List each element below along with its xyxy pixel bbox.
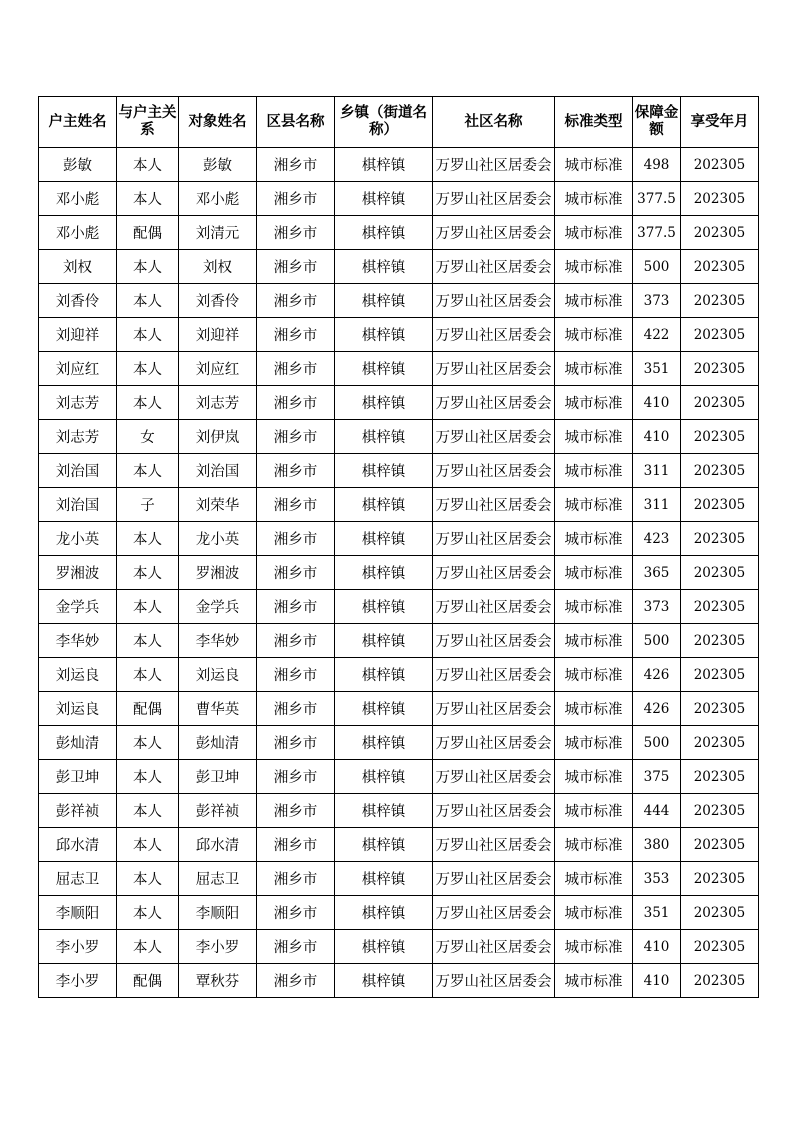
county-cell: 湘乡市 — [257, 522, 335, 556]
period-cell: 202305 — [681, 556, 759, 590]
township-cell: 棋梓镇 — [335, 216, 433, 250]
standard-type-cell: 城市标准 — [555, 658, 633, 692]
community-cell: 万罗山社区居委会 — [433, 284, 555, 318]
community-cell: 万罗山社区居委会 — [433, 692, 555, 726]
amount-cell: 423 — [633, 522, 681, 556]
recipient-name-cell: 刘香伶 — [179, 284, 257, 318]
community-cell: 万罗山社区居委会 — [433, 148, 555, 182]
householder-name-cell: 刘志芳 — [39, 386, 117, 420]
standard-type-cell: 城市标准 — [555, 148, 633, 182]
householder-name-cell: 邓小彪 — [39, 182, 117, 216]
header-recipient-name: 对象姓名 — [179, 97, 257, 148]
householder-name-cell: 罗湘波 — [39, 556, 117, 590]
header-relation: 与户主关系 — [117, 97, 179, 148]
amount-cell: 500 — [633, 624, 681, 658]
community-cell: 万罗山社区居委会 — [433, 828, 555, 862]
table-row — [39, 590, 759, 624]
relation-cell: 本人 — [117, 522, 179, 556]
standard-type-cell: 城市标准 — [555, 862, 633, 896]
township-cell: 棋梓镇 — [335, 930, 433, 964]
standard-type-cell: 城市标准 — [555, 896, 633, 930]
relation-cell: 本人 — [117, 896, 179, 930]
amount-cell: 373 — [633, 284, 681, 318]
recipient-name-cell: 刘治国 — [179, 454, 257, 488]
table-row — [39, 658, 759, 692]
relation-cell: 本人 — [117, 794, 179, 828]
township-cell: 棋梓镇 — [335, 182, 433, 216]
county-cell: 湘乡市 — [257, 556, 335, 590]
period-cell: 202305 — [681, 522, 759, 556]
amount-cell: 410 — [633, 930, 681, 964]
community-cell: 万罗山社区居委会 — [433, 794, 555, 828]
recipient-name-cell: 刘运良 — [179, 658, 257, 692]
header-standard-type: 标准类型 — [555, 97, 633, 148]
amount-cell: 410 — [633, 386, 681, 420]
period-cell: 202305 — [681, 692, 759, 726]
township-cell: 棋梓镇 — [335, 284, 433, 318]
header-amount: 保障金额 — [633, 97, 681, 148]
standard-type-cell: 城市标准 — [555, 794, 633, 828]
table-row — [39, 318, 759, 352]
amount-cell: 351 — [633, 352, 681, 386]
table-row — [39, 794, 759, 828]
table-header — [39, 97, 759, 148]
community-cell: 万罗山社区居委会 — [433, 624, 555, 658]
township-cell: 棋梓镇 — [335, 488, 433, 522]
county-cell: 湘乡市 — [257, 760, 335, 794]
householder-name-cell: 李小罗 — [39, 930, 117, 964]
householder-name-cell: 刘治国 — [39, 488, 117, 522]
period-cell: 202305 — [681, 624, 759, 658]
period-cell: 202305 — [681, 760, 759, 794]
amount-cell: 500 — [633, 726, 681, 760]
relation-cell: 本人 — [117, 318, 179, 352]
header-county: 区县名称 — [257, 97, 335, 148]
recipient-name-cell: 彭卫坤 — [179, 760, 257, 794]
table-row — [39, 454, 759, 488]
period-cell: 202305 — [681, 454, 759, 488]
header-householder-name: 户主姓名 — [39, 97, 117, 148]
township-cell: 棋梓镇 — [335, 454, 433, 488]
householder-name-cell: 刘权 — [39, 250, 117, 284]
table-row — [39, 692, 759, 726]
period-cell: 202305 — [681, 794, 759, 828]
table-body — [39, 148, 759, 998]
county-cell: 湘乡市 — [257, 488, 335, 522]
county-cell: 湘乡市 — [257, 352, 335, 386]
householder-name-cell: 彭卫坤 — [39, 760, 117, 794]
recipient-name-cell: 曹华英 — [179, 692, 257, 726]
township-cell: 棋梓镇 — [335, 318, 433, 352]
amount-cell: 410 — [633, 964, 681, 998]
table-row — [39, 216, 759, 250]
recipient-name-cell: 屈志卫 — [179, 862, 257, 896]
header-row — [39, 97, 759, 148]
relation-cell: 本人 — [117, 726, 179, 760]
county-cell: 湘乡市 — [257, 250, 335, 284]
subsidy-roster-table — [38, 96, 759, 998]
county-cell: 湘乡市 — [257, 454, 335, 488]
period-cell: 202305 — [681, 182, 759, 216]
period-cell: 202305 — [681, 250, 759, 284]
township-cell: 棋梓镇 — [335, 148, 433, 182]
standard-type-cell: 城市标准 — [555, 216, 633, 250]
householder-name-cell: 刘治国 — [39, 454, 117, 488]
amount-cell: 311 — [633, 488, 681, 522]
township-cell: 棋梓镇 — [335, 590, 433, 624]
standard-type-cell: 城市标准 — [555, 318, 633, 352]
table-row — [39, 556, 759, 590]
county-cell: 湘乡市 — [257, 148, 335, 182]
township-cell: 棋梓镇 — [335, 556, 433, 590]
township-cell: 棋梓镇 — [335, 726, 433, 760]
standard-type-cell: 城市标准 — [555, 284, 633, 318]
householder-name-cell: 刘运良 — [39, 658, 117, 692]
community-cell: 万罗山社区居委会 — [433, 896, 555, 930]
householder-name-cell: 邱水清 — [39, 828, 117, 862]
householder-name-cell: 刘应红 — [39, 352, 117, 386]
period-cell: 202305 — [681, 488, 759, 522]
recipient-name-cell: 刘权 — [179, 250, 257, 284]
period-cell: 202305 — [681, 318, 759, 352]
table-row — [39, 420, 759, 454]
table-row — [39, 522, 759, 556]
relation-cell: 本人 — [117, 760, 179, 794]
recipient-name-cell: 覃秋芬 — [179, 964, 257, 998]
table-row — [39, 250, 759, 284]
header-period: 享受年月 — [681, 97, 759, 148]
table-row — [39, 284, 759, 318]
table-row — [39, 930, 759, 964]
relation-cell: 本人 — [117, 556, 179, 590]
county-cell: 湘乡市 — [257, 862, 335, 896]
amount-cell: 500 — [633, 250, 681, 284]
recipient-name-cell: 邓小彪 — [179, 182, 257, 216]
community-cell: 万罗山社区居委会 — [433, 216, 555, 250]
relation-cell: 配偶 — [117, 216, 179, 250]
householder-name-cell: 刘迎祥 — [39, 318, 117, 352]
county-cell: 湘乡市 — [257, 658, 335, 692]
period-cell: 202305 — [681, 148, 759, 182]
relation-cell: 本人 — [117, 930, 179, 964]
amount-cell: 410 — [633, 420, 681, 454]
county-cell: 湘乡市 — [257, 624, 335, 658]
householder-name-cell: 彭灿清 — [39, 726, 117, 760]
relation-cell: 本人 — [117, 862, 179, 896]
township-cell: 棋梓镇 — [335, 896, 433, 930]
township-cell: 棋梓镇 — [335, 522, 433, 556]
recipient-name-cell: 龙小英 — [179, 522, 257, 556]
recipient-name-cell: 李顺阳 — [179, 896, 257, 930]
relation-cell: 本人 — [117, 148, 179, 182]
standard-type-cell: 城市标准 — [555, 828, 633, 862]
period-cell: 202305 — [681, 862, 759, 896]
community-cell: 万罗山社区居委会 — [433, 522, 555, 556]
amount-cell: 426 — [633, 692, 681, 726]
township-cell: 棋梓镇 — [335, 250, 433, 284]
standard-type-cell: 城市标准 — [555, 556, 633, 590]
amount-cell: 426 — [633, 658, 681, 692]
community-cell: 万罗山社区居委会 — [433, 964, 555, 998]
standard-type-cell: 城市标准 — [555, 726, 633, 760]
township-cell: 棋梓镇 — [335, 352, 433, 386]
period-cell: 202305 — [681, 386, 759, 420]
county-cell: 湘乡市 — [257, 182, 335, 216]
recipient-name-cell: 李华妙 — [179, 624, 257, 658]
amount-cell: 353 — [633, 862, 681, 896]
recipient-name-cell: 罗湘波 — [179, 556, 257, 590]
table-row — [39, 352, 759, 386]
relation-cell: 女 — [117, 420, 179, 454]
relation-cell: 本人 — [117, 182, 179, 216]
householder-name-cell: 龙小英 — [39, 522, 117, 556]
relation-cell: 本人 — [117, 658, 179, 692]
township-cell: 棋梓镇 — [335, 760, 433, 794]
table-row — [39, 828, 759, 862]
relation-cell: 本人 — [117, 284, 179, 318]
recipient-name-cell: 邱水清 — [179, 828, 257, 862]
header-community: 社区名称 — [433, 97, 555, 148]
community-cell: 万罗山社区居委会 — [433, 182, 555, 216]
period-cell: 202305 — [681, 420, 759, 454]
relation-cell: 本人 — [117, 250, 179, 284]
header-township: 乡镇（街道名称） — [335, 97, 433, 148]
recipient-name-cell: 彭祥祯 — [179, 794, 257, 828]
community-cell: 万罗山社区居委会 — [433, 590, 555, 624]
householder-name-cell: 金学兵 — [39, 590, 117, 624]
recipient-name-cell: 刘应红 — [179, 352, 257, 386]
householder-name-cell: 邓小彪 — [39, 216, 117, 250]
table-row — [39, 488, 759, 522]
standard-type-cell: 城市标准 — [555, 352, 633, 386]
recipient-name-cell: 刘迎祥 — [179, 318, 257, 352]
county-cell: 湘乡市 — [257, 386, 335, 420]
table-row — [39, 148, 759, 182]
standard-type-cell: 城市标准 — [555, 692, 633, 726]
township-cell: 棋梓镇 — [335, 828, 433, 862]
recipient-name-cell: 刘清元 — [179, 216, 257, 250]
community-cell: 万罗山社区居委会 — [433, 760, 555, 794]
county-cell: 湘乡市 — [257, 284, 335, 318]
township-cell: 棋梓镇 — [335, 420, 433, 454]
period-cell: 202305 — [681, 930, 759, 964]
relation-cell: 本人 — [117, 454, 179, 488]
period-cell: 202305 — [681, 964, 759, 998]
standard-type-cell: 城市标准 — [555, 420, 633, 454]
community-cell: 万罗山社区居委会 — [433, 862, 555, 896]
recipient-name-cell: 彭灿清 — [179, 726, 257, 760]
period-cell: 202305 — [681, 216, 759, 250]
county-cell: 湘乡市 — [257, 590, 335, 624]
relation-cell: 本人 — [117, 352, 179, 386]
amount-cell: 377.5 — [633, 216, 681, 250]
community-cell: 万罗山社区居委会 — [433, 454, 555, 488]
relation-cell: 本人 — [117, 590, 179, 624]
standard-type-cell: 城市标准 — [555, 964, 633, 998]
community-cell: 万罗山社区居委会 — [433, 658, 555, 692]
householder-name-cell: 刘运良 — [39, 692, 117, 726]
amount-cell: 498 — [633, 148, 681, 182]
table-row — [39, 896, 759, 930]
township-cell: 棋梓镇 — [335, 386, 433, 420]
amount-cell: 422 — [633, 318, 681, 352]
standard-type-cell: 城市标准 — [555, 760, 633, 794]
recipient-name-cell: 彭敏 — [179, 148, 257, 182]
standard-type-cell: 城市标准 — [555, 182, 633, 216]
township-cell: 棋梓镇 — [335, 862, 433, 896]
table-row — [39, 760, 759, 794]
standard-type-cell: 城市标准 — [555, 250, 633, 284]
period-cell: 202305 — [681, 590, 759, 624]
county-cell: 湘乡市 — [257, 896, 335, 930]
standard-type-cell: 城市标准 — [555, 590, 633, 624]
householder-name-cell: 李华妙 — [39, 624, 117, 658]
period-cell: 202305 — [681, 658, 759, 692]
householder-name-cell: 彭敏 — [39, 148, 117, 182]
standard-type-cell: 城市标准 — [555, 522, 633, 556]
recipient-name-cell: 李小罗 — [179, 930, 257, 964]
relation-cell: 子 — [117, 488, 179, 522]
householder-name-cell: 李小罗 — [39, 964, 117, 998]
householder-name-cell: 李顺阳 — [39, 896, 117, 930]
amount-cell: 380 — [633, 828, 681, 862]
table-row — [39, 624, 759, 658]
amount-cell: 375 — [633, 760, 681, 794]
community-cell: 万罗山社区居委会 — [433, 556, 555, 590]
amount-cell: 365 — [633, 556, 681, 590]
table-row — [39, 182, 759, 216]
community-cell: 万罗山社区居委会 — [433, 726, 555, 760]
county-cell: 湘乡市 — [257, 964, 335, 998]
recipient-name-cell: 刘荣华 — [179, 488, 257, 522]
standard-type-cell: 城市标准 — [555, 386, 633, 420]
householder-name-cell: 刘香伶 — [39, 284, 117, 318]
county-cell: 湘乡市 — [257, 930, 335, 964]
community-cell: 万罗山社区居委会 — [433, 420, 555, 454]
amount-cell: 373 — [633, 590, 681, 624]
relation-cell: 本人 — [117, 386, 179, 420]
county-cell: 湘乡市 — [257, 692, 335, 726]
relation-cell: 配偶 — [117, 692, 179, 726]
community-cell: 万罗山社区居委会 — [433, 318, 555, 352]
township-cell: 棋梓镇 — [335, 658, 433, 692]
period-cell: 202305 — [681, 828, 759, 862]
community-cell: 万罗山社区居委会 — [433, 386, 555, 420]
period-cell: 202305 — [681, 352, 759, 386]
recipient-name-cell: 金学兵 — [179, 590, 257, 624]
township-cell: 棋梓镇 — [335, 624, 433, 658]
householder-name-cell: 刘志芳 — [39, 420, 117, 454]
table-row — [39, 862, 759, 896]
period-cell: 202305 — [681, 896, 759, 930]
householder-name-cell: 彭祥祯 — [39, 794, 117, 828]
relation-cell: 本人 — [117, 828, 179, 862]
county-cell: 湘乡市 — [257, 318, 335, 352]
amount-cell: 444 — [633, 794, 681, 828]
recipient-name-cell: 刘伊岚 — [179, 420, 257, 454]
township-cell: 棋梓镇 — [335, 692, 433, 726]
table-row — [39, 386, 759, 420]
amount-cell: 377.5 — [633, 182, 681, 216]
community-cell: 万罗山社区居委会 — [433, 930, 555, 964]
period-cell: 202305 — [681, 726, 759, 760]
community-cell: 万罗山社区居委会 — [433, 488, 555, 522]
county-cell: 湘乡市 — [257, 726, 335, 760]
recipient-name-cell: 刘志芳 — [179, 386, 257, 420]
relation-cell: 本人 — [117, 624, 179, 658]
county-cell: 湘乡市 — [257, 794, 335, 828]
county-cell: 湘乡市 — [257, 216, 335, 250]
householder-name-cell: 屈志卫 — [39, 862, 117, 896]
relation-cell: 配偶 — [117, 964, 179, 998]
county-cell: 湘乡市 — [257, 420, 335, 454]
community-cell: 万罗山社区居委会 — [433, 352, 555, 386]
township-cell: 棋梓镇 — [335, 794, 433, 828]
amount-cell: 351 — [633, 896, 681, 930]
standard-type-cell: 城市标准 — [555, 930, 633, 964]
table-row — [39, 964, 759, 998]
community-cell: 万罗山社区居委会 — [433, 250, 555, 284]
table-row — [39, 726, 759, 760]
standard-type-cell: 城市标准 — [555, 624, 633, 658]
period-cell: 202305 — [681, 284, 759, 318]
county-cell: 湘乡市 — [257, 828, 335, 862]
township-cell: 棋梓镇 — [335, 964, 433, 998]
standard-type-cell: 城市标准 — [555, 488, 633, 522]
standard-type-cell: 城市标准 — [555, 454, 633, 488]
amount-cell: 311 — [633, 454, 681, 488]
